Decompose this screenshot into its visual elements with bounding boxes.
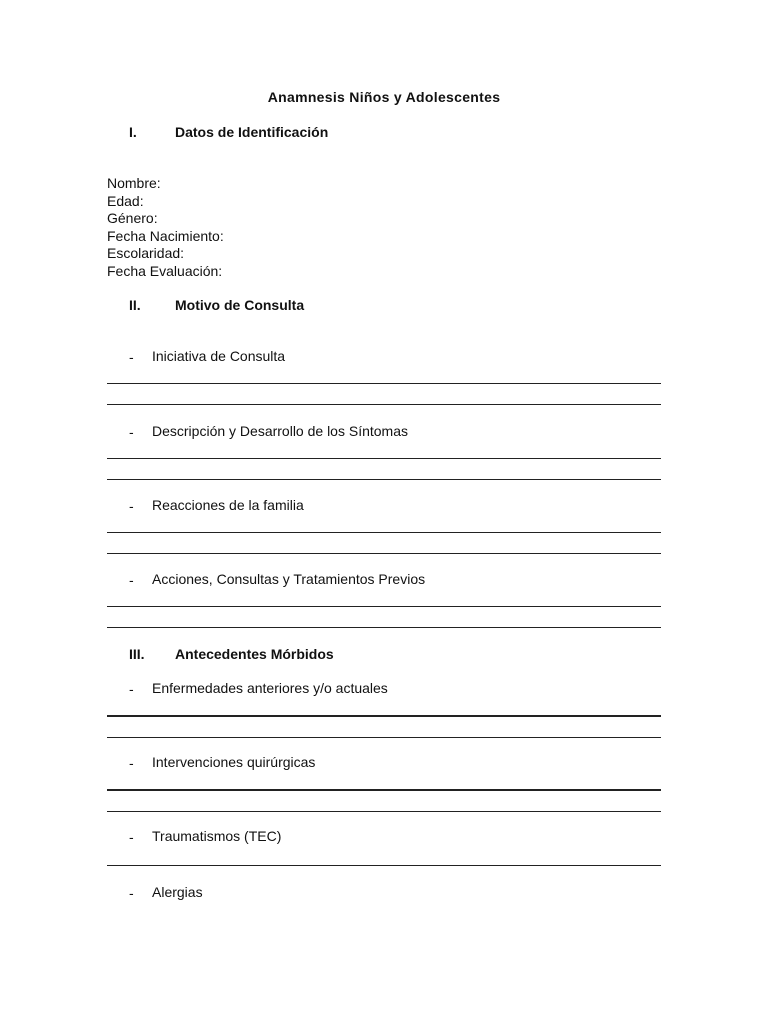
answer-line	[107, 606, 661, 607]
section-1-title: Datos de Identificación	[175, 124, 329, 140]
bullet-dash: -	[129, 755, 134, 771]
section-2-number: II.	[129, 297, 141, 313]
section-3-title: Antecedentes Mórbidos	[175, 646, 334, 662]
answer-line	[107, 404, 661, 405]
answer-line	[107, 811, 661, 812]
field-fecha-evaluacion-label: Fecha Evaluación:	[107, 262, 223, 279]
answer-line	[107, 383, 661, 384]
morbidos-item-alergias: Alergias	[152, 884, 203, 900]
answer-line	[107, 865, 661, 866]
bullet-dash: -	[129, 349, 134, 365]
motivo-item-iniciativa: Iniciativa de Consulta	[152, 348, 286, 364]
identification-fields	[107, 175, 224, 280]
field-nombre-label: Nombre:	[107, 175, 161, 191]
section-2-title: Motivo de Consulta	[175, 297, 305, 313]
field-escolaridad-label: Escolaridad:	[107, 245, 185, 261]
motivo-item-descripcion: Descripción y Desarrollo de los Síntomas	[152, 423, 408, 439]
bullet-dash: -	[129, 498, 134, 514]
morbidos-item-enfermedades: Enfermedades anteriores y/o actuales	[152, 680, 388, 696]
answer-line	[107, 458, 661, 459]
bullet-dash: -	[129, 681, 134, 697]
motivo-item-reacciones: Reacciones de la familia	[152, 497, 304, 513]
answer-line	[107, 553, 661, 554]
field-fecha-nacimiento-label: Fecha Nacimiento:	[107, 227, 224, 244]
answer-line	[107, 737, 661, 738]
bullet-dash: -	[129, 829, 134, 845]
morbidos-item-traumatismos: Traumatismos (TEC)	[152, 828, 282, 844]
bullet-dash: -	[129, 885, 134, 901]
morbidos-item-intervenciones: Intervenciones quirúrgicas	[152, 754, 316, 770]
answer-line	[107, 789, 661, 791]
bullet-dash: -	[129, 424, 134, 440]
document-title: Anamnesis Niños y Adolescentes	[267, 89, 501, 105]
field-edad-label: Edad:	[107, 192, 144, 209]
answer-line	[107, 479, 661, 480]
bullet-dash: -	[129, 572, 134, 588]
motivo-item-acciones: Acciones, Consultas y Tratamientos Previos	[152, 571, 426, 587]
answer-line	[107, 627, 661, 628]
answer-line	[107, 532, 661, 533]
section-1-number: I.	[129, 124, 137, 140]
section-3-number: III.	[129, 646, 145, 662]
field-genero-label: Género:	[107, 210, 158, 226]
answer-line	[107, 715, 661, 717]
